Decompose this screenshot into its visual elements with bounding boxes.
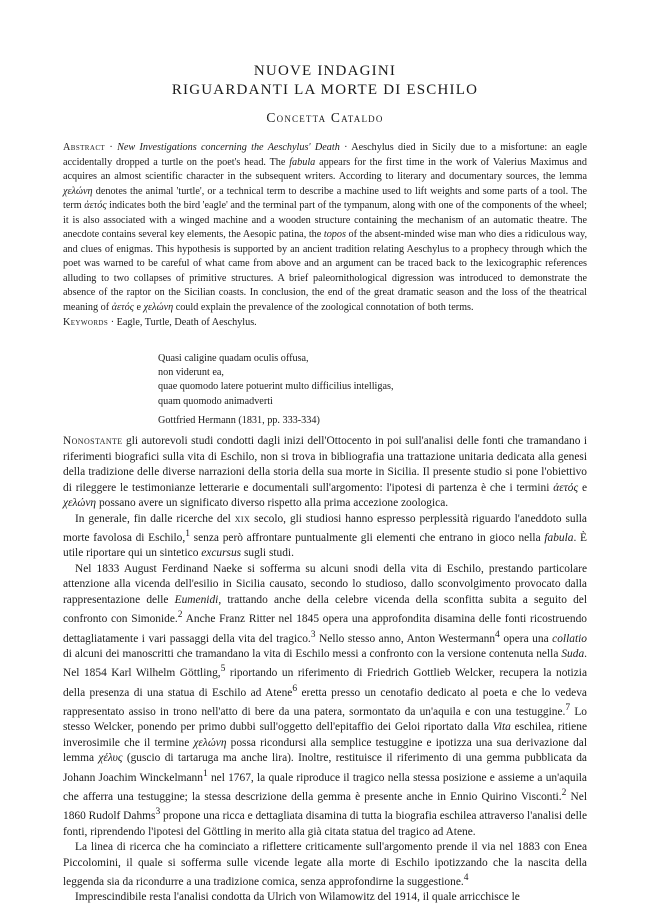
- keywords-text: Eagle, Turtle, Death of Aeschylus.: [116, 317, 257, 328]
- body-paragraph: [63, 434, 587, 512]
- body-paragraph: [63, 562, 587, 840]
- lead-word: Nonostante: [63, 435, 123, 447]
- footnote-marker[interactable]: 2: [177, 610, 183, 621]
- greek-term: χελώνη: [63, 497, 97, 509]
- footnote-marker[interactable]: 2: [561, 788, 567, 799]
- paragraph-text: Nello stesso anno, Anton Westermann: [315, 632, 496, 645]
- abstract-text: appears for the first time in the work of Valerius Maximus and acquires an almost scientific character in the subsequent writers. According to literary and documentary sources, the lemma: [63, 156, 587, 182]
- abstract-text: Aeschylus died in Sicily due to a misfortune: an eagle accidentally dropped a turtle on the poet's head. The: [63, 142, 587, 168]
- title-line-1: NUOVE INDAGINI: [253, 63, 397, 79]
- italic-term: Eumenidi: [174, 593, 219, 606]
- body-paragraph: [63, 840, 587, 890]
- paragraph-text: e: [578, 481, 587, 494]
- abstract-text: indicates both the bird 'eagle' and the terminal part of the tympanum, along with one of the components of the wheel; it is also associated with a winged machine and a wooden structure containing the mechanism of an automatic theatre. The anecdote contains several key elements, the Aesopic patina, the: [63, 200, 587, 240]
- body-paragraph: [63, 890, 587, 906]
- keywords-label: Keywords: [63, 317, 109, 328]
- paragraph-text: eretta presso un cenotafio dedicato al poeta e che lo vedeva rappresentato assiso in trono nell'atto di bere da una patera, sormontato da un'aquila e con una testuggine.: [63, 686, 587, 718]
- body-paragraph: [63, 512, 587, 562]
- article-body: [63, 434, 587, 906]
- paragraph-text: Imprescindibile resta l'analisi condotta da Ulrich von Wilamowitz del 1914, il quale arricchisce le: [75, 891, 520, 904]
- footnote-marker[interactable]: 5: [220, 664, 226, 675]
- abstract-separator: ·: [105, 142, 118, 153]
- abstract-italic-term: fabula: [289, 156, 316, 168]
- article-title: [0, 62, 650, 100]
- footnote-marker[interactable]: 4: [495, 629, 500, 640]
- paragraph-text: . Nel 1854 Karl Wilhelm Göttling,: [63, 647, 587, 680]
- epigraph-line: Quasi caligine quadam oculis offusa,: [158, 353, 309, 364]
- greek-term: χελώνη: [63, 185, 93, 197]
- paragraph-text: Nel 1833 August Ferdinand Naeke si sofferma su alcuni snodi della vita di Eschilo, prestando particolare attenzione alla vicenda dell'esilio in Sicilia causato, secondo lo studioso, dallo sconvolgimento provocato dalla rappresentazione delle: [63, 562, 587, 606]
- footnote-marker[interactable]: 4: [463, 873, 469, 884]
- paragraph-text: opera una: [499, 632, 553, 645]
- paragraph-text: riportando un riferimento di Friedrich Gottlieb Welcker, recupera la notizia della presenza di una statua di Eschilo ad Atene: [63, 667, 587, 699]
- epigraph-line: quae quomodo latere potuerint multo difficilius intelligas,: [158, 381, 394, 393]
- greek-term: ἀετός: [111, 301, 134, 313]
- italic-term: collatio: [552, 632, 587, 645]
- abstract-label: Abstract: [63, 142, 106, 153]
- paragraph-text: In generale, fin dalle ricerche del: [75, 512, 235, 525]
- keywords-separator: ·: [108, 317, 117, 328]
- abstract-text: e: [133, 301, 144, 313]
- abstract-title: New Investigations concerning the Aeschylus' Death: [117, 142, 340, 153]
- footnote-marker[interactable]: 1: [185, 529, 190, 539]
- paragraph-text: Lo stesso Welcker, ponendo per primo dubbi sull'oggetto dell'epitaffio dei Geloi riportato dalla: [63, 705, 587, 734]
- footnote-marker[interactable]: 1: [202, 768, 208, 779]
- italic-term: fabula: [544, 531, 574, 544]
- paragraph-text: . È utile riportare qui un sintetico: [63, 531, 587, 560]
- paragraph-text: , trattando anche della celebre vicenda della sconfitta subita a seguito del confronto con Simonide.: [63, 593, 587, 626]
- title-line-2: RIGUARDANTI LA MORTE DI ESCHILO: [171, 82, 479, 98]
- greek-term: χελώνη: [143, 301, 174, 313]
- footnote-marker[interactable]: 7: [565, 702, 571, 713]
- italic-term: Vita: [492, 721, 511, 734]
- abstract-text: of the absent-minded wise man who dies a ridiculous way, and clues of enigmas. This hypothesis is supported by an ancient tradition relating Aeschylus to a prophecy through which the poet was warned to be careful of what came from above and an argument can be traced back to the lexicographic references alluding to two collapses of primitive structures. A brief paleornithological digression was introduced to demonstrate the absence of the raptor on the Sicilian coasts. In conclusion, the end of the great dramatic season and the loss of the theatrical meaning of: [63, 229, 587, 313]
- footnote-marker[interactable]: 3: [310, 629, 316, 640]
- abstract-italic-term: topos: [323, 229, 346, 240]
- paragraph-text: propone una ricca e dettagliata disamina di tutta la biografia eschilea attraverso l'analisi delle fonti, riprendendo l'ipotesi del Göttling in merito alla già citata statua del tragico ad Atene.: [63, 810, 587, 838]
- greek-term: ἀετός: [84, 200, 107, 211]
- footnote-marker[interactable]: 3: [155, 807, 161, 818]
- greek-term: χέλυς: [98, 752, 123, 765]
- paragraph-text: nel 1767, la quale riproduce il tragico nella stessa posizione e assieme a un'aquila che afferra una testuggine; la stessa descrizione della gemma è presente anche in Ennio Quirino Visconti.: [63, 771, 587, 803]
- paragraph-text: (guscio di tartaruga ma anche lira). Inoltre, restituisce il riferimento di una gemma pubblicata da Johann Joachim Winckelmann: [63, 752, 587, 784]
- abstract: [63, 141, 587, 315]
- paragraph-text: gli autorevoli studi condotti dagli inizi dell'Ottocento in poi sull'analisi delle fonti che tramandano i riferimenti biografici sulla vita di Eschilo, non si trova in bibliografia una trattazione unitaria dedicata alla genesi della tradizione delle diverse narrazioni della storia della sua morte in Sicilia. Il presente studio si pone l'obiettivo di rileggere le testimonianze letterarie e documentali sull'argomento: l'ipotesi di partenza è che i termini: [63, 435, 587, 494]
- paragraph-text: di alcuni dei manoscritti che tramandano la vita di Eschilo messi a confronto con la versione contenuta nella: [63, 647, 562, 660]
- paragraph-text: sugli studi.: [241, 547, 294, 560]
- century-numeral: xix: [234, 512, 251, 525]
- epigraph-attribution: Gottfried Hermann (1831, pp. 333-334): [158, 414, 320, 426]
- footnote-marker[interactable]: 6: [292, 683, 298, 694]
- epigraph-line: non viderunt ea,: [158, 367, 224, 379]
- abstract-text: denotes the animal 'turtle', or a technical term to describe a machine used to lift weights and some parts of a tool. The term: [63, 185, 587, 211]
- paragraph-text: possano avere un significato diverso rispetto alla prima accezione zoologica.: [96, 497, 449, 509]
- greek-term: χελώνη: [193, 736, 227, 749]
- greek-term: ἀετός: [553, 481, 579, 494]
- paragraph-text: possa ricondursi alla semplice testuggine e ipotizza una sua derivazione dal lemma: [63, 736, 587, 765]
- abstract-separator: ·: [339, 142, 352, 153]
- italic-term: excursus: [201, 547, 242, 560]
- paragraph-text: Nel 1860 Rudolf Dahms: [63, 790, 588, 823]
- paragraph-text: La linea di ricerca che ha cominciato a riflettere criticamente sull'argomento prende il via nel 1883 con Enea Piccolomini, il quale si sofferma sulle vicende legate alla morte di Eschilo ipotizzando che la nascita della leggenda sia da ricondurre a una tradizione comica, senza approfondirne la suggestione.: [63, 841, 587, 888]
- author-name: Concetta Cataldo: [266, 110, 384, 125]
- abstract-text: could explain the prevalence of the zoological connotation of both terms.: [173, 301, 474, 313]
- epigraph-line: quam quomodo animadverti: [158, 395, 273, 407]
- paragraph-text: eschilea, ritiene inverosimile che il termine: [63, 721, 587, 749]
- keywords: [63, 316, 587, 331]
- epigraph: [158, 352, 558, 428]
- paragraph-text: senza però affrontare puntualmente gli elementi che entrano in gioco nella: [189, 531, 545, 544]
- paragraph-text: Anche Franz Ritter nel 1845 opera una approfondita disamina delle fonti ricostruendo dettagliatamente i vari passaggi della vita del tragico.: [63, 613, 587, 645]
- italic-term: Suda: [561, 647, 585, 660]
- paragraph-text: secolo, gli studiosi hanno espresso perplessità riguardo l'aneddoto sulla morte favolosa di Eschilo,: [63, 512, 587, 544]
